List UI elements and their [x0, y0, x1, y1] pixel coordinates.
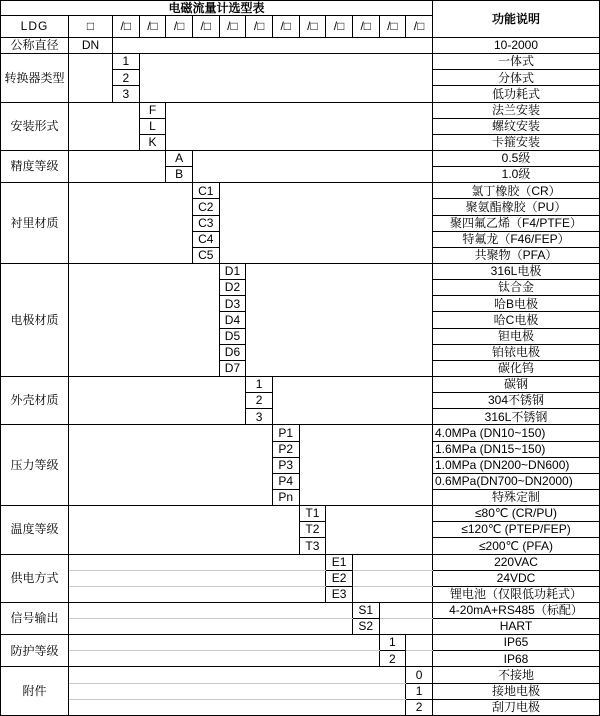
group-label: 温度等级 [1, 506, 69, 554]
function-desc-cell: 螺纹安装 [432, 118, 599, 134]
model-slash-cell: /□ [326, 16, 353, 38]
option-row [1, 619, 600, 635]
option-code-cell: L [139, 118, 166, 134]
function-desc-cell: HART [432, 619, 599, 635]
function-desc-cell: 哈B电极 [432, 296, 599, 312]
option-code-cell: C5 [192, 247, 219, 263]
function-desc-cell: 4-20mA+RS485（标配） [432, 602, 599, 618]
right-span-cell [246, 263, 433, 376]
function-desc-cell: 法兰安装 [432, 102, 599, 118]
model-prefix: LDG [1, 16, 69, 38]
option-row [1, 635, 600, 651]
group-label: 附件 [1, 667, 69, 716]
right-span-cell [192, 150, 432, 182]
right-grid-cell [406, 635, 433, 651]
model-slash-cell: /□ [219, 16, 246, 38]
option-code-cell: B [166, 167, 193, 183]
function-desc-cell: 0.5级 [432, 150, 599, 166]
right-grid-cell [352, 586, 432, 602]
option-code-cell: 1 [406, 683, 433, 699]
model-slash-cell: /□ [192, 16, 219, 38]
right-span-cell [166, 102, 433, 150]
function-desc-cell: 1.6MPa (DN15~150) [432, 441, 599, 457]
left-grid-cell [69, 554, 326, 570]
function-desc-cell: 不接地 [432, 667, 599, 683]
page-title: 电磁流量计选型表 [1, 1, 433, 16]
group-label: 电极材质 [1, 263, 69, 376]
option-code-cell: D1 [219, 263, 246, 279]
model-slash-cell: /□ [272, 16, 299, 38]
left-span-cell [69, 183, 193, 264]
function-desc-cell: 低功耗式 [432, 86, 599, 102]
model-box-cell: □ [69, 16, 113, 38]
function-desc-cell: 4.0MPa (DN10~150) [432, 425, 599, 441]
left-grid-cell [69, 699, 406, 715]
group-label: 安装形式 [1, 102, 69, 150]
option-code-cell: C2 [192, 199, 219, 215]
option-code-cell: 2 [379, 651, 406, 667]
right-grid-cell [379, 602, 432, 618]
model-slash-cell: /□ [113, 16, 140, 38]
function-desc-cell: 铂铱电极 [432, 344, 599, 360]
option-code-cell: T3 [299, 538, 326, 554]
right-span-cell [272, 376, 432, 424]
function-desc-cell: ≤120℃ (PTEP/FEP) [432, 522, 599, 538]
model-slash-cell: /□ [406, 16, 433, 38]
function-desc-cell: 聚四氟乙烯（F4/PTFE） [432, 215, 599, 231]
function-desc-cell: 316L电极 [432, 263, 599, 279]
function-desc-cell: 0.6MPa(DN700~DN2000) [432, 473, 599, 489]
function-desc-cell: IP65 [432, 635, 599, 651]
left-grid-cell [69, 619, 353, 635]
option-row [1, 376, 600, 392]
option-code-cell: 3 [113, 86, 140, 102]
option-code-cell: 1 [246, 376, 273, 392]
option-code-cell: P3 [272, 457, 299, 473]
model-slash-cell: /□ [139, 16, 166, 38]
option-code-cell: 2 [246, 393, 273, 409]
function-desc-cell: 一体式 [432, 54, 599, 70]
left-span-cell [69, 102, 140, 150]
option-code-cell: F [139, 102, 166, 118]
right-grid-cell [379, 619, 432, 635]
group-label: 转换器类型 [1, 54, 69, 102]
left-grid-cell [69, 570, 326, 586]
option-code-cell: 3 [246, 409, 273, 425]
empty-span-cell [113, 38, 433, 54]
option-row [1, 425, 600, 441]
group-label: 外壳材质 [1, 376, 69, 424]
function-desc-cell: 共聚物（PFA） [432, 247, 599, 263]
function-desc-cell: IP68 [432, 651, 599, 667]
option-code-cell: T2 [299, 522, 326, 538]
function-desc-cell: 1.0MPa (DN200~DN600) [432, 457, 599, 473]
option-row [1, 102, 600, 118]
option-code-cell: 2 [406, 699, 433, 715]
function-desc-cell: 分体式 [432, 70, 599, 86]
left-grid-cell [69, 651, 380, 667]
option-code-cell: A [166, 150, 193, 166]
dn-code-cell: DN [69, 38, 113, 54]
option-row [1, 506, 600, 522]
model-slash-cell: /□ [246, 16, 273, 38]
option-code-cell: P1 [272, 425, 299, 441]
option-row [1, 602, 600, 618]
function-desc-cell: 刮刀电极 [432, 699, 599, 715]
model-slash-cell: /□ [166, 16, 193, 38]
right-span-cell [326, 506, 433, 554]
option-row [1, 554, 600, 570]
diameter-row [1, 38, 600, 54]
group-label: 防护等级 [1, 635, 69, 667]
group-label: 衬里材质 [1, 183, 69, 264]
function-column-header: 功能说明 [432, 1, 599, 38]
left-span-cell [69, 425, 273, 506]
model-slash-cell: /□ [352, 16, 379, 38]
option-code-cell: E2 [326, 570, 353, 586]
option-code-cell: D3 [219, 296, 246, 312]
option-code-cell: C1 [192, 183, 219, 199]
option-code-cell: D4 [219, 312, 246, 328]
option-code-cell: Pn [272, 489, 299, 505]
option-row [1, 570, 600, 586]
model-slash-cell: /□ [379, 16, 406, 38]
function-desc-cell: ≤80℃ (CR/PU) [432, 506, 599, 522]
option-code-cell: D6 [219, 344, 246, 360]
function-desc-cell: 10-2000 [432, 38, 599, 54]
function-desc-cell: 聚氨酯橡胶（PU） [432, 199, 599, 215]
function-desc-cell: 锂电池（仅限低功耗式） [432, 586, 599, 602]
function-desc-cell: 接地电极 [432, 683, 599, 699]
option-row [1, 683, 600, 699]
function-desc-cell: 特殊定制 [432, 489, 599, 505]
left-grid-cell [69, 602, 353, 618]
function-desc-cell: 1.0级 [432, 167, 599, 183]
option-code-cell: 2 [113, 70, 140, 86]
right-grid-cell [352, 570, 432, 586]
option-code-cell: 1 [113, 54, 140, 70]
model-slash-cell: /□ [299, 16, 326, 38]
function-desc-cell: 碳化钨 [432, 360, 599, 376]
left-grid-cell [69, 667, 406, 683]
option-code-cell: P2 [272, 441, 299, 457]
option-code-cell: 0 [406, 667, 433, 683]
right-span-cell [299, 425, 432, 506]
function-desc-cell: 316L不锈钢 [432, 409, 599, 425]
option-code-cell: 1 [379, 635, 406, 651]
option-row [1, 586, 600, 602]
left-grid-cell [69, 635, 380, 651]
group-label: 供电方式 [1, 554, 69, 602]
option-code-cell: P4 [272, 473, 299, 489]
row-label: 公称直径 [1, 38, 69, 54]
function-desc-cell: 220VAC [432, 554, 599, 570]
function-desc-cell: 卡箍安装 [432, 134, 599, 150]
title-row [1, 1, 600, 16]
function-desc-cell: 24VDC [432, 570, 599, 586]
left-span-cell [69, 506, 300, 554]
option-code-cell: T1 [299, 506, 326, 522]
table-body [1, 1, 600, 716]
left-span-cell [69, 376, 246, 424]
left-span-cell [69, 263, 220, 376]
option-row [1, 54, 600, 70]
group-label: 精度等级 [1, 150, 69, 182]
group-label: 信号输出 [1, 602, 69, 634]
left-span-cell [69, 54, 113, 102]
option-code-cell: K [139, 134, 166, 150]
function-desc-cell: 碳钢 [432, 376, 599, 392]
option-code-cell: C3 [192, 215, 219, 231]
function-desc-cell: 氯丁橡胶（CR） [432, 183, 599, 199]
option-row [1, 699, 600, 715]
option-row [1, 150, 600, 166]
option-code-cell: S2 [352, 619, 379, 635]
left-span-cell [69, 150, 166, 182]
right-grid-cell [352, 554, 432, 570]
right-span-cell [219, 183, 432, 264]
left-grid-cell [69, 586, 326, 602]
function-desc-cell: 钽电极 [432, 328, 599, 344]
option-code-cell: D2 [219, 280, 246, 296]
function-desc-cell: 钛合金 [432, 280, 599, 296]
function-desc-cell: 304不锈钢 [432, 393, 599, 409]
group-label: 压力等级 [1, 425, 69, 506]
option-row [1, 183, 600, 199]
function-desc-cell: 特氟龙（F46/FEP） [432, 231, 599, 247]
option-code-cell: S1 [352, 602, 379, 618]
function-desc-cell: 哈C电极 [432, 312, 599, 328]
right-grid-cell [406, 651, 433, 667]
option-row [1, 651, 600, 667]
option-row [1, 667, 600, 683]
option-code-cell: D7 [219, 360, 246, 376]
option-code-cell: E3 [326, 586, 353, 602]
option-code-cell: D5 [219, 328, 246, 344]
option-code-cell: E1 [326, 554, 353, 570]
option-code-cell: C4 [192, 231, 219, 247]
right-span-cell [139, 54, 432, 102]
left-grid-cell [69, 683, 406, 699]
function-desc-cell: ≤200℃ (PFA) [432, 538, 599, 554]
option-row [1, 263, 600, 279]
